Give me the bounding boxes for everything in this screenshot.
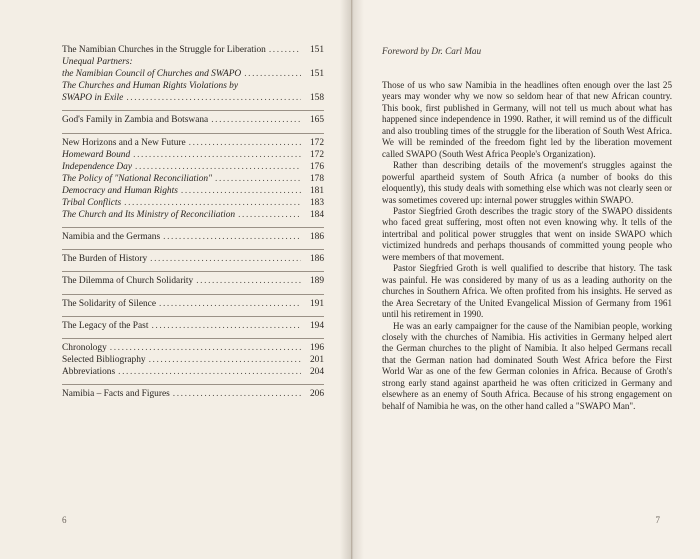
toc-entry-page: 178 [309,173,324,184]
toc-leader-dots [189,137,301,149]
foreword-paragraph: Rather than describing details of the movement's struggles against the powerful apartheid system of South Africa (a number of books do this eloquently), this study deals with something else which was not clearly seen or was sometimes covered up: internal power struggles within SWAPO. [382,160,672,205]
toc-leader-dots [149,354,301,366]
toc-entry-title: Abbreviations [62,366,116,377]
toc-entry [62,388,324,400]
toc-entry [62,137,324,149]
toc-leader-dots [181,185,301,197]
toc-entry-title: The Dilemma of Church Solidarity [62,276,194,287]
toc-entry-title: The Churches and Human Rights Violations by [62,81,239,92]
toc-entry [62,44,324,56]
toc-entry [62,354,324,366]
toc-entry-page: 206 [309,388,324,399]
toc-leader-dots [196,275,301,287]
toc-entry-page: 186 [309,254,324,265]
toc-group [62,133,324,228]
toc-group [62,294,324,316]
right-page [352,0,700,559]
toc-entry-page: 176 [309,161,324,172]
toc-leader-dots [126,92,301,104]
toc-entry [62,114,324,126]
table-of-contents [62,44,324,406]
toc-entry-title: Selected Bibliography [62,354,146,365]
toc-entry-title: Tribal Conflicts [62,198,122,209]
toc-entry-page: 172 [309,149,324,160]
foreword-body [382,80,672,412]
toc-entry-title: SWAPO in Exile [62,93,124,104]
toc-entry [62,173,324,185]
toc-group [62,384,324,406]
toc-entry [62,68,324,80]
toc-entry-page: 165 [309,115,324,126]
toc-entry-page: 186 [309,232,324,243]
toc-entry-title: Unequal Partners: [62,57,133,68]
left-page-number: 6 [62,515,67,525]
toc-group [62,227,324,249]
toc-leader-dots [215,173,301,185]
toc-group [62,249,324,271]
toc-entry-title: The Church and Its Ministry of Reconciliation [62,210,236,221]
toc-entry [62,197,324,209]
toc-entry-title: The Namibian Churches in the Struggle for Liberation [62,45,266,55]
toc-entry-page: 201 [309,354,324,365]
toc-leader-dots [151,320,301,332]
toc-leader-dots [110,342,301,354]
toc-entry [62,56,324,68]
toc-entry-title: The Burden of History [62,254,148,265]
toc-leader-dots [244,68,301,80]
toc-entry [62,161,324,173]
toc-entry-page: 194 [309,320,324,331]
toc-entry-page: 196 [309,342,324,353]
toc-entry [62,298,324,310]
toc-entry-page: 189 [309,276,324,287]
toc-entry-page: 158 [309,93,324,104]
toc-entry-title: Democracy and Human Rights [62,185,178,196]
toc-entry-page: 204 [309,366,324,377]
toc-leader-dots [133,149,301,161]
toc-entry-title: The Solidarity of Silence [62,298,156,309]
toc-leader-dots [238,209,301,221]
toc-entry-title: The Policy of "National Reconciliation" [62,173,213,184]
toc-entry-page: 191 [309,298,324,309]
toc-leader-dots [124,197,301,209]
toc-entry-title: Chronology [62,342,107,353]
toc-entry-title: Namibia – Facts and Figures [62,388,170,399]
toc-leader-dots [159,298,301,310]
toc-entry [62,253,324,265]
toc-entry-title: Independence Day [62,161,133,172]
toc-group [62,338,324,384]
toc-entry [62,80,324,92]
toc-entry-title: God's Family in Zambia and Botswana [62,115,209,126]
right-page-number: 7 [655,515,660,525]
foreword-heading: Foreword by Dr. Carl Mau [382,46,482,56]
toc-group [62,44,324,110]
foreword-paragraph: Pastor Siegfried Groth is well qualified to describe that history. The task was painful. He was considered by many of us as a leading authority on the churches in Southern Africa. We often profited from his insights. He served as the Area Secretary of the United Evangelical Mission of Germany from 1961 until his retirement in 1990. [382,263,672,320]
toc-group [62,110,324,132]
toc-leader-dots [269,44,301,56]
toc-entry [62,275,324,287]
toc-entry [62,342,324,354]
toc-entry [62,209,324,221]
toc-entry-page: 151 [309,45,324,55]
foreword-paragraph: Those of us who saw Namibia in the headlines often enough over the last 25 years may wonder why we now so seldom hear of that new African country. This book, first published in Germany, will not tell us much about what has happened since independence in 1990. Rather, it will remind us of the difficult and also troubling times of the struggle for the liberation of South West Africa. We will be reminded of the freedom fight led by the liberation movement called SWAPO (South West Africa People's Organization). [382,80,672,159]
toc-entry [62,320,324,332]
foreword-paragraph: Pastor Siegfried Groth describes the tragic story of the SWAPO dissidents who faced great suffering, most often not even knowing why. It tells of the intertribal and political power struggles that went on inside SWAPO which victimized hundreds and perhaps thousands of committed young people who were members of that movement. [382,205,672,262]
toc-entry-page: 184 [309,210,324,221]
toc-leader-dots [163,231,301,243]
toc-group [62,271,324,293]
toc-leader-dots [173,388,301,400]
toc-entry-page: 183 [309,198,324,209]
toc-entry-page: 181 [309,185,324,196]
toc-entry [62,366,324,378]
toc-entry [62,92,324,104]
toc-entry-title: The Legacy of the Past [62,320,149,331]
toc-leader-dots [211,114,301,126]
toc-group [62,316,324,338]
toc-entry-title: the Namibian Council of Churches and SWAPO [62,69,242,80]
toc-entry [62,185,324,197]
toc-entry-page: 172 [309,137,324,148]
foreword-paragraph: He was an early campaigner for the cause of the Namibian people, working closely with the churches of Namibia. His activities in Germany helped alert the German churches to the plight of Namibia. It also helped Germans recall that the German nation had dominated South West Africa before the First World War as one of the few German colonies in Africa. Because of Groth's strong early stand against apartheid he was often criticized in Germany and elsewhere as an enemy of South Africa. Because of his strong engagement on behalf of Namibia he was, on the other hand called a "SWAPO Man". [382,320,672,411]
toc-leader-dots [150,253,301,265]
toc-entry-page: 151 [309,69,324,80]
toc-entry-title: Homeward Bound [62,149,131,160]
toc-entry [62,231,324,243]
toc-entry-title: New Horizons and a New Future [62,137,186,148]
toc-entry [62,149,324,161]
toc-entry-title: Namibia and the Germans [62,232,161,243]
toc-leader-dots [118,366,301,378]
toc-leader-dots [135,161,301,173]
